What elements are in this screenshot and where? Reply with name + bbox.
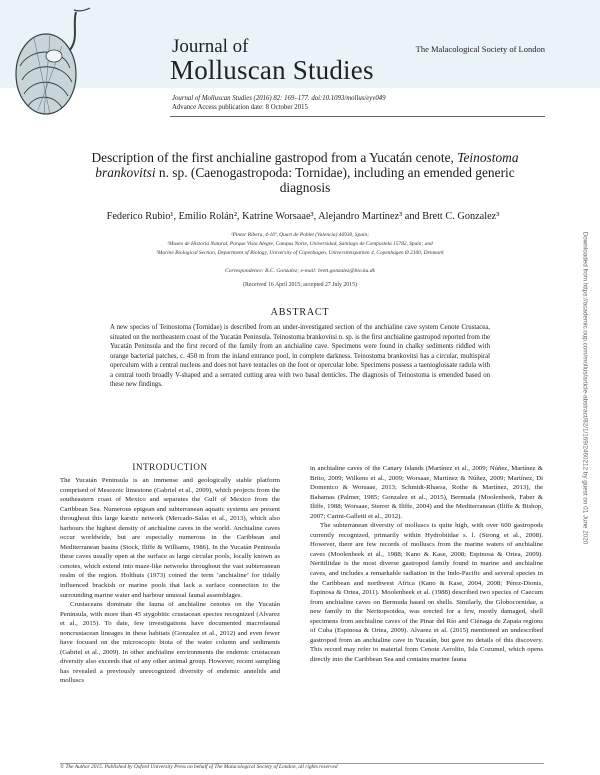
title-part2: n. sp. (Caenogastropoda: Tornidae), including an emended generic diagnosis	[155, 165, 515, 196]
citation-line: Journal of Molluscan Studies (2016) 82: 169–177. doi:10.1093/mollus/eyv049	[172, 95, 386, 102]
intro-paragraph-4: The subterranean diversity of molluscs is quite high, with over 600 gastropods currently recognized, primarily within Hydrobiidae s. l. (Strong et al., 2008). However, there are few records of molluscs from the marine waters of anchialine caves (Moolenbeek et al., 1988; Kano & Kase, 2008; Espinosa & Ortea, 2009). Neritiliidae is the most diverse gastropod family found in marine and anchialine caves, and includes a remarkable radiation in the Indo-Pacific and several species in the Caribbean and northwest Africa (Kano & Kase, 2004, 2008; Pérez-Dionis, Espinosa & Ortea, 2011). Moolenbeek et al. (1988) described two species of Caecum from anchialine caves on Bermuda based on shells. Similarly, the Globocornidae, a new family in the Neritopsoidea, was erected for a few, mostly damaged, shell specimens from anchialine caves of the Pinar del Río and Ciénaga de Zapata regions of Cuba (Espinosa & Ortea, 2009). Alvarez et al. (2015) mentioned an undescribed gastropod from an anchialine cave in Yucatán, but gave no details of this discovery. This record may refer to material from Cenote Aerolito, Isla Cozumel, which opens directly into the Caribbean Sea and contains marine fauna	[310, 522, 543, 663]
snail-shell-logo	[6, 6, 94, 124]
copyright-footer: © The Author 2015. Published by Oxford University Press on behalf of The Malacological Society of London, all rights reserved	[60, 764, 338, 770]
society-name: The Malacological Society of London	[415, 44, 545, 54]
received-dates: (Received 16 April 2015; accepted 27 July 2015)	[243, 282, 357, 288]
title-species: Teinostoma brankovitsi	[95, 150, 519, 181]
intro-paragraph-3: in anchialine caves of the Canary Islands (Martínez et al., 2009; Núñez, Martínez & Brito, 2009; Wilkens et al., 2009; Worsaae, Martínez & Núñez, 2009; Martínez, Di Domenico & Worsaae, 2013; Schmidt-Rhaesa, Rothe & Martínez, 2013), the Bahamas (Palmer, 1985; Gonzalez et al., 2015), Bermuda (Moolenbeek, Faber & Iliffe, 1988; Worsaae, Sterrer & Iliffe, 2004) and the Mediterranean (Iliffe & Bishop, 2007; Carini-Galletti et al., 2012).	[310, 465, 543, 520]
title-part1: Description of the first anchialine gastropod from a Yucatán cenote,	[91, 150, 458, 165]
affiliation-2: ²Museo de Historia Natural, Parque Vista Alegre, Campus Norte, Universidad, Santiago de Compostela 15782, Spain; and	[167, 241, 433, 247]
download-watermark: Downloaded from https://academic.oup.com/mollus/article-abstract/82/1/169/2460212 by guest on 01 June 2020	[581, 231, 589, 545]
introduction-heading: INTRODUCTION	[132, 462, 208, 472]
author-list: Federico Rubio¹, Emilio Rolán², Katrine Worsaae³, Alejandro Martínez³ and Brett C. Gonzalez³	[106, 211, 500, 222]
intro-paragraph-2: Crustaceans dominate the fauna of anchialine cenotes on the Yucatán Peninsula, with more than 45 stygobitic crustacean species recognized (Alvarez et al., 2015). To date, few investigations have documented macrofaunal noncrustacean lineages in these habitats (Gonzalez et al., 2012) and even fewer have focused on the microscopic biota of the water column and sediments (Gabriel et al., 2009). In other anchialine environments the endemic crustacean diversity also exceeds that of any other animal group. However, recent sampling has revealed a previously unrecognized diversity of endemic annelids and molluscs	[60, 601, 280, 685]
article-title	[70, 150, 540, 196]
journal-name-line1: Journal of	[172, 36, 249, 57]
abstract-text: A new species of Teinostoma (Tornidae) is described from an under-investigated section of the anchialine cave system Cenote Crustacea, situated on the northeastern coast of the Yucatán Peninsula. Teinostoma brankovitsi n. sp. is the first anchialine gastropod reported from the Yucatán Peninsula and the first record of the family from an anchialine cave. Specimens were found in chalky sediments riddled with orange bacterial patches, c. 450 m from the inland entrance pool, in complete darkness. Teinostoma brankovitsi has a circular, multispiral operculum with a central nucleus and does not have tentacles on the foot or opercular lobe. Specimens possess a taenioglossate radula with a central tooth broadly V-shaped and a serrated cutting area with two basal denticles. The diagnosis of Teinostoma is emended based on these new findings.	[110, 324, 490, 388]
journal-name-line2: Molluscan Studies	[170, 55, 374, 85]
correspondence-line: Correspondence: B.C. Gonzalez; e-mail: brett.gonzalez@bio.ku.dk	[225, 268, 375, 274]
body-column-left	[60, 476, 280, 686]
affiliation-3: ³Marine Biological Section, Department of Biology, University of Copenhagen, Universitetsparken 4, Copenhagen Ø 2100, Denmark	[156, 250, 444, 256]
download-watermark-container	[581, 231, 589, 545]
advance-access-line: Advance Access publication date: 8 October 2015	[172, 104, 308, 111]
body-column-right	[310, 464, 543, 664]
header-rule	[170, 116, 545, 117]
intro-paragraph-1: The Yucatán Peninsula is an immense and geologically stable platform comprised of Mesozoic limestone (Gabriel et al., 2009), which projects from the southeastern coast of Mexico and separates the Gulf of Mexico from the Caribbean Sea. Numerous epigean and subterranean aquatic systems are present throughout this large karstic network (Mercado-Salas et al., 2013), which also harbours the highest density of anchialine caves in the world. Anchialine caves occur worldwide, but are especially numerous in the Caribbean and Mediterranean basins (Stock, Iliffe & Williams, 1986). In the Yucatán Peninsula these caves usually open at the surface as large circular pools, locally known as cenotes, which extend into maze-like networks throughout the vast subterranean realm of the region. Holthuis (1973) coined the term ‘anchialine’ for tidally influenced brackish or marine pools that lack a surface connection to the surrounding marine water and harbour unusual faunal assemblages.	[60, 477, 280, 599]
abstract-heading: ABSTRACT	[270, 307, 330, 318]
affiliation-1: ¹Pintor Ribera, 4-16ª, Quart de Poblet (Valencia) 46930, Spain;	[231, 232, 369, 238]
